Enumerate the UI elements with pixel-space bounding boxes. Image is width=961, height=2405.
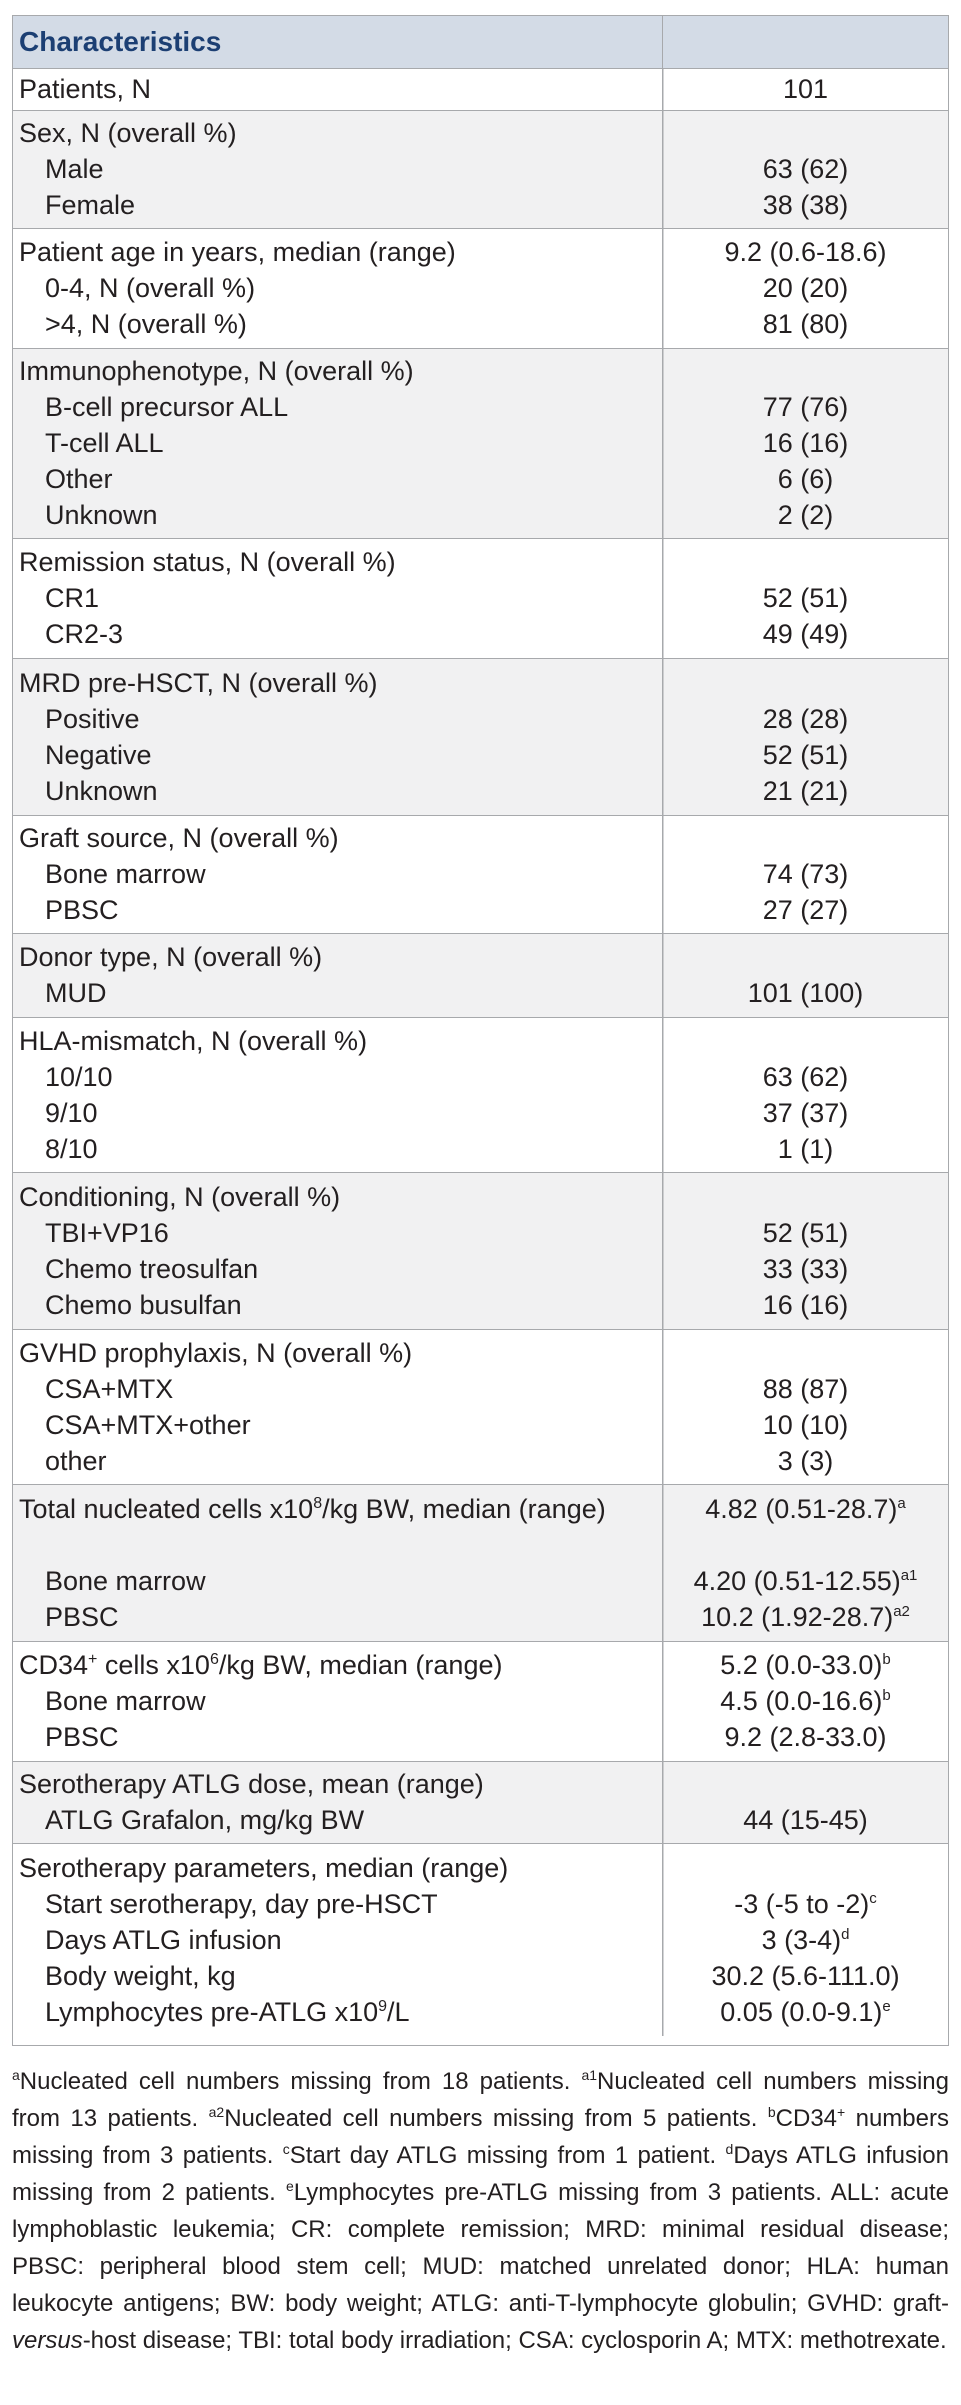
table-row bbox=[13, 1095, 948, 1131]
row-label: Female bbox=[45, 190, 136, 220]
row-label: MUD bbox=[45, 978, 107, 1008]
row-label: Unknown bbox=[45, 500, 158, 530]
row-value bbox=[663, 1997, 948, 2028]
label-text: /L bbox=[387, 1996, 410, 2027]
row-value: 49 (49) bbox=[762, 619, 849, 649]
table-row bbox=[13, 1407, 948, 1443]
table-row bbox=[13, 271, 948, 307]
table-group-nucleated-cells bbox=[13, 1485, 948, 1642]
footnote-mark: c bbox=[282, 2141, 290, 2157]
footnote-mark: e bbox=[285, 2178, 294, 2194]
row-label: Patients, N bbox=[19, 74, 152, 104]
footnote-mark: b bbox=[767, 2104, 776, 2120]
table-group-cd34-cells bbox=[13, 1642, 948, 1762]
row-value: 6 (6) bbox=[777, 464, 834, 494]
row-label: Bone marrow bbox=[45, 1565, 206, 1596]
footnote-mark: b bbox=[882, 1651, 891, 1668]
table-row bbox=[13, 1371, 948, 1407]
row-label bbox=[13, 1491, 663, 1527]
row-label: Remission status, N (overall %) bbox=[19, 547, 396, 577]
row-value: 21 (21) bbox=[762, 775, 849, 806]
value-text: 4.82 (0.51-28.7) bbox=[705, 1494, 898, 1524]
row-value bbox=[663, 1686, 948, 1717]
row-label: T-cell ALL bbox=[45, 428, 164, 458]
row-value: 9.2 (2.8-33.0) bbox=[724, 1722, 887, 1752]
row-label: Other bbox=[45, 464, 113, 494]
row-label: Sex, N (overall %) bbox=[19, 118, 237, 148]
row-label: PBSC bbox=[45, 895, 119, 925]
table-row bbox=[13, 1335, 948, 1371]
table-group-hla-mismatch bbox=[13, 1018, 948, 1173]
footnote-mark: a bbox=[12, 2067, 20, 2083]
row-label: Serotherapy parameters, median (range) bbox=[19, 1852, 509, 1883]
row-label: Positive bbox=[45, 703, 140, 734]
row-value: 81 (80) bbox=[762, 309, 849, 339]
row-value: 20 (20) bbox=[762, 273, 849, 303]
footnote-text: Nucleated cell numbers missing from 18 patients. bbox=[19, 2068, 582, 2095]
table-footnote bbox=[12, 2063, 949, 2359]
table-row bbox=[13, 1179, 948, 1215]
table-header bbox=[13, 16, 948, 69]
row-value bbox=[663, 1650, 948, 1681]
value-text: 10.2 (1.92-28.7) bbox=[701, 1601, 894, 1632]
row-value: 74 (73) bbox=[762, 859, 849, 889]
row-label: PBSC bbox=[45, 1601, 119, 1632]
table-group-immunophenotype bbox=[13, 349, 948, 539]
row-label: Body weight, kg bbox=[45, 1960, 236, 1991]
label-text: Total nucleated cells x10 bbox=[19, 1494, 314, 1524]
row-value: 101 bbox=[782, 74, 829, 104]
row-value: 3 (3) bbox=[777, 1445, 834, 1476]
table-row bbox=[13, 1443, 948, 1479]
table-row bbox=[13, 976, 948, 1012]
table-row bbox=[13, 581, 948, 617]
row-value: 77 (76) bbox=[762, 392, 849, 422]
table-row bbox=[13, 1059, 948, 1095]
table-row bbox=[13, 1215, 948, 1251]
row-label: HLA-mismatch, N (overall %) bbox=[19, 1025, 368, 1056]
value-text: -3 (-5 to -2) bbox=[734, 1888, 870, 1919]
footnote-superscript: + bbox=[837, 2104, 846, 2120]
table-group-sex bbox=[13, 111, 948, 229]
footnote-text: Lymphocytes pre-ATLG missing from 3 patients. bbox=[293, 2179, 831, 2206]
row-label: Conditioning, N (overall %) bbox=[19, 1181, 341, 1212]
footnote-paragraph bbox=[12, 2063, 949, 2359]
footnote-text: Start day ATLG missing from 1 patient. bbox=[289, 2142, 726, 2169]
label-superscript: 6 bbox=[209, 1651, 219, 1668]
row-label: TBI+VP16 bbox=[45, 1217, 169, 1248]
row-value: 30.2 (5.6-111.0) bbox=[711, 1960, 900, 1991]
abbreviations-italic: versus bbox=[12, 2327, 83, 2354]
table-row bbox=[13, 940, 948, 976]
value-text: 3 (3-4) bbox=[761, 1924, 842, 1955]
table-row bbox=[13, 821, 948, 857]
row-label: Chemo busulfan bbox=[45, 1289, 242, 1320]
row-label: 9/10 bbox=[45, 1097, 98, 1128]
row-value: 2 (2) bbox=[777, 500, 834, 530]
row-value bbox=[663, 1925, 948, 1956]
table-row bbox=[13, 462, 948, 498]
row-label: CR2-3 bbox=[45, 619, 124, 649]
row-value: 37 (37) bbox=[762, 1097, 849, 1128]
row-value: 52 (51) bbox=[762, 583, 849, 613]
row-label: CR1 bbox=[45, 583, 100, 613]
header-label: Characteristics bbox=[13, 16, 663, 68]
footnote-mark: e bbox=[882, 1997, 891, 2015]
table-row bbox=[13, 737, 948, 773]
row-label: other bbox=[45, 1445, 107, 1476]
table-row bbox=[13, 1648, 948, 1684]
table-group-remission bbox=[13, 539, 948, 659]
table-row bbox=[13, 893, 948, 929]
row-label: Male bbox=[45, 154, 104, 184]
row-label: Donor type, N (overall %) bbox=[19, 942, 323, 972]
abbreviations-text: -host disease; TBI: total body irradiation; CSA: cyclosporin A; MTX: methotrexate. bbox=[82, 2327, 947, 2354]
table-row bbox=[13, 1767, 948, 1803]
row-value bbox=[663, 1602, 948, 1633]
table-group-donor-type bbox=[13, 934, 948, 1018]
table-row bbox=[13, 1958, 948, 1994]
row-label: >4, N (overall %) bbox=[45, 309, 247, 339]
table-row bbox=[13, 1994, 948, 2030]
table-row bbox=[13, 617, 948, 653]
table-row bbox=[13, 773, 948, 809]
footnote-mark: a1 bbox=[581, 2067, 598, 2083]
table-row bbox=[13, 498, 948, 534]
row-value: 28 (28) bbox=[762, 703, 849, 734]
table-row bbox=[13, 426, 948, 462]
table-row bbox=[13, 1131, 948, 1167]
table-row bbox=[13, 390, 948, 426]
footnote-mark: b bbox=[882, 1687, 891, 1704]
row-label: Unknown bbox=[45, 775, 158, 806]
table-row bbox=[13, 545, 948, 581]
row-label: CSA+MTX+other bbox=[45, 1409, 251, 1440]
row-label: Days ATLG infusion bbox=[45, 1924, 282, 1955]
characteristics-table bbox=[12, 15, 949, 2046]
row-value: 16 (16) bbox=[762, 428, 849, 458]
table-group-conditioning bbox=[13, 1173, 948, 1330]
row-label: Bone marrow bbox=[45, 859, 206, 889]
row-label: ATLG Grafalon, mg/kg BW bbox=[45, 1805, 365, 1835]
table-group-gvhd bbox=[13, 1330, 948, 1485]
row-label: 10/10 bbox=[45, 1061, 113, 1092]
table-group-mrd bbox=[13, 659, 948, 816]
row-label: Negative bbox=[45, 739, 152, 770]
table-row bbox=[13, 188, 948, 224]
row-value: 63 (62) bbox=[762, 154, 849, 184]
row-value: 88 (87) bbox=[762, 1373, 849, 1404]
table-row bbox=[13, 1720, 948, 1756]
table-row bbox=[13, 152, 948, 188]
row-value: 1 (1) bbox=[777, 1133, 834, 1164]
table-row bbox=[13, 701, 948, 737]
row-value: 16 (16) bbox=[762, 1289, 849, 1320]
row-label bbox=[13, 1650, 663, 1681]
value-text: 0.05 (0.0-9.1) bbox=[720, 1996, 883, 2027]
table-row bbox=[13, 1023, 948, 1059]
footnote-mark: d bbox=[725, 2141, 734, 2157]
row-value: 44 (15-45) bbox=[743, 1805, 868, 1835]
label-text: cells x10 bbox=[97, 1650, 210, 1680]
table-group-patients bbox=[13, 69, 948, 111]
value-text: 4.20 (0.51-12.55) bbox=[693, 1565, 901, 1596]
row-value: 27 (27) bbox=[762, 895, 849, 925]
footnote-mark: a2 bbox=[208, 2104, 225, 2120]
label-superscript: + bbox=[88, 1651, 98, 1668]
row-label: 8/10 bbox=[45, 1133, 98, 1164]
row-label: GVHD prophylaxis, N (overall %) bbox=[19, 1337, 413, 1368]
footnote-mark: a bbox=[897, 1495, 906, 1512]
table-row bbox=[13, 307, 948, 343]
table-group-atlg-dose bbox=[13, 1762, 948, 1844]
row-label: 0-4, N (overall %) bbox=[45, 273, 256, 303]
row-value: 9.2 (0.6-18.6) bbox=[724, 237, 887, 267]
table-row bbox=[13, 1491, 948, 1563]
table-group-graft-source bbox=[13, 816, 948, 934]
footnote-mark: c bbox=[869, 1889, 877, 1907]
row-value: 101 (100) bbox=[747, 978, 864, 1008]
table-group-serotherapy-parameters bbox=[13, 1844, 948, 2036]
row-value bbox=[663, 1491, 948, 1527]
table-group-age bbox=[13, 229, 948, 349]
table-row bbox=[13, 1922, 948, 1958]
table-row bbox=[13, 1251, 948, 1287]
row-label: Graft source, N (overall %) bbox=[19, 823, 339, 853]
row-label: MRD pre-HSCT, N (overall %) bbox=[19, 667, 378, 698]
table-row bbox=[13, 72, 948, 108]
header-value bbox=[663, 16, 948, 68]
row-value: 52 (51) bbox=[762, 739, 849, 770]
footnote-text: Days ATLG infusion missing from 2 patients. bbox=[12, 2142, 949, 2206]
value-text: 5.2 (0.0-33.0) bbox=[720, 1650, 883, 1680]
row-label: PBSC bbox=[45, 1722, 119, 1752]
footnote-mark: a2 bbox=[893, 1602, 910, 1620]
row-label: Patient age in years, median (range) bbox=[19, 237, 456, 267]
row-label: B-cell precursor ALL bbox=[45, 392, 289, 422]
row-value: 33 (33) bbox=[762, 1253, 849, 1284]
table-row bbox=[13, 354, 948, 390]
row-value bbox=[663, 1566, 948, 1597]
row-value: 10 (10) bbox=[762, 1409, 849, 1440]
footnote-text: numbers missing from 3 patients. bbox=[12, 2105, 949, 2169]
table-row bbox=[13, 1563, 948, 1599]
label-text: Lymphocytes pre-ATLG x10 bbox=[45, 1996, 379, 2027]
row-label bbox=[13, 1997, 663, 2028]
label-text: /kg BW, median (range) bbox=[218, 1650, 503, 1680]
table-row bbox=[13, 1684, 948, 1720]
row-label: Bone marrow bbox=[45, 1686, 206, 1716]
abbreviations-text: ALL: acute lymphoblastic leukemia; CR: complete remission; MRD: minimal residual disease; PBSC: peripheral blood stem cell; MUD: matched unrelated donor; HLA: human leukocyte antigens; BW: body weight; ATLG: anti-T-lymphocyte globulin; GVHD: graft- bbox=[12, 2179, 949, 2317]
row-label: Serotherapy ATLG dose, mean (range) bbox=[19, 1769, 484, 1799]
table-row bbox=[13, 1599, 948, 1635]
table-row bbox=[13, 116, 948, 152]
footnote-text: Nucleated cell numbers missing from 5 patients. bbox=[224, 2105, 768, 2132]
row-label: Immunophenotype, N (overall %) bbox=[19, 356, 414, 386]
row-value bbox=[663, 1889, 948, 1920]
row-value: 63 (62) bbox=[762, 1061, 849, 1092]
label-superscript: 9 bbox=[378, 1997, 388, 2015]
row-value: 38 (38) bbox=[762, 190, 849, 220]
label-text: /kg BW, median (range) bbox=[322, 1494, 606, 1524]
table-row bbox=[13, 1287, 948, 1323]
row-label: Start serotherapy, day pre-HSCT bbox=[45, 1888, 438, 1919]
value-text: 4.5 (0.0-16.6) bbox=[720, 1686, 883, 1716]
row-value: 52 (51) bbox=[762, 1217, 849, 1248]
footnote-text: CD34 bbox=[775, 2105, 838, 2132]
table-row bbox=[13, 1850, 948, 1886]
table-row bbox=[13, 1886, 948, 1922]
label-superscript: 8 bbox=[313, 1495, 323, 1512]
table-row bbox=[13, 665, 948, 701]
table-row bbox=[13, 857, 948, 893]
row-label: Chemo treosulfan bbox=[45, 1253, 259, 1284]
table-row bbox=[13, 235, 948, 271]
label-text: CD34 bbox=[19, 1650, 89, 1680]
footnote-mark: a1 bbox=[900, 1566, 918, 1584]
footnote-mark: d bbox=[841, 1925, 850, 1943]
table-row bbox=[13, 1803, 948, 1839]
footnote-text: Nucleated cell numbers missing from 13 patients. bbox=[12, 2068, 949, 2132]
row-label: CSA+MTX bbox=[45, 1373, 174, 1404]
